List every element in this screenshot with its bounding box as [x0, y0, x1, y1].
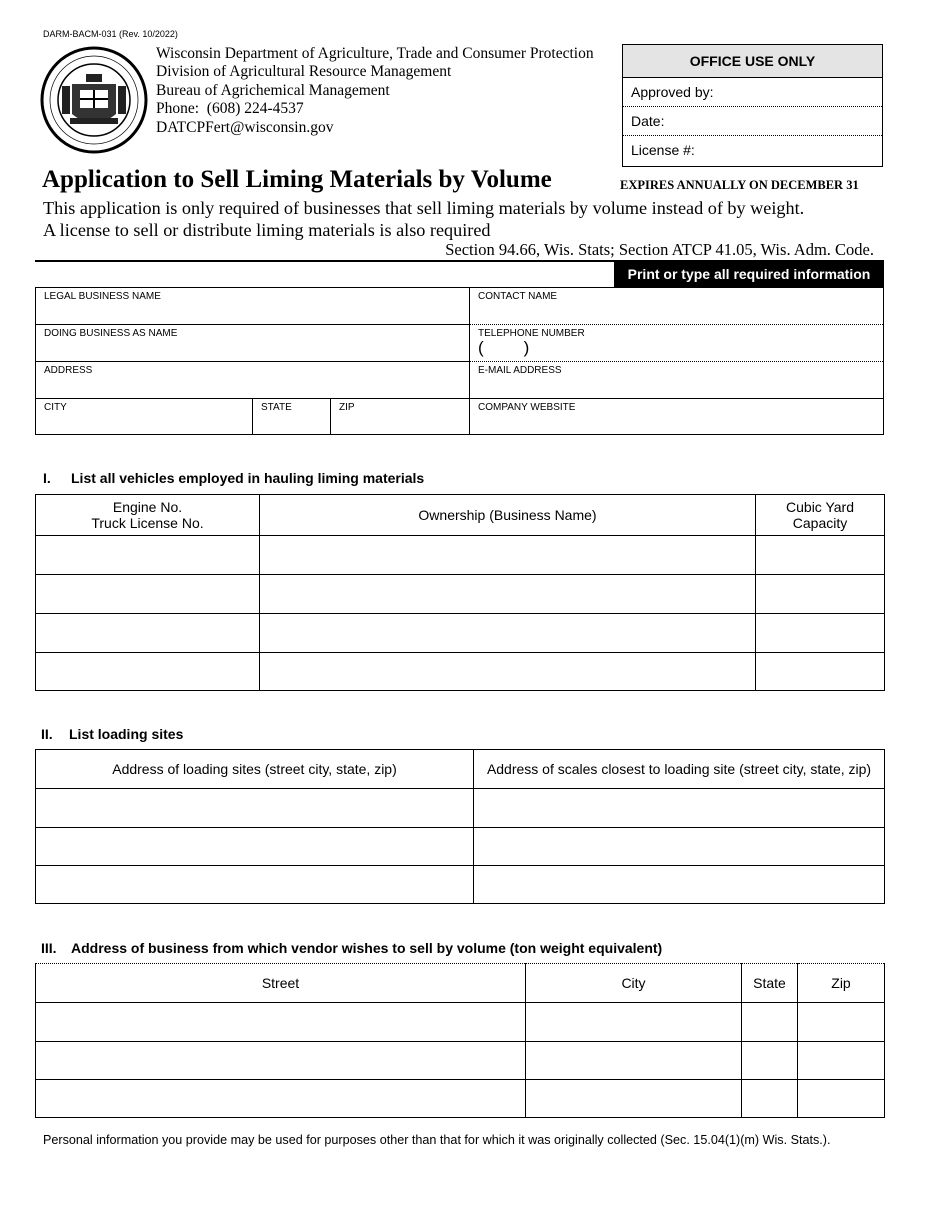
city-field[interactable]	[36, 399, 252, 434]
description	[43, 197, 804, 241]
section-number: I.	[43, 470, 51, 486]
field-label: CONTACT NAME	[478, 291, 558, 302]
agency-phone: Phone: (608) 224-4537	[156, 100, 304, 118]
vehicles-table	[35, 494, 885, 691]
zip-field[interactable]	[331, 399, 469, 434]
table-cell[interactable]	[756, 653, 885, 691]
table-cell[interactable]	[36, 789, 474, 828]
table-cell[interactable]	[798, 1080, 885, 1118]
table-cell[interactable]	[260, 653, 756, 691]
table-cell[interactable]	[36, 1003, 526, 1042]
table-row	[36, 866, 885, 904]
field-label: DOING BUSINESS AS NAME	[44, 328, 178, 339]
form-id: DARM-BACM-031 (Rev. 10/2022)	[43, 29, 178, 39]
table-cell[interactable]	[526, 1080, 742, 1118]
table-cell[interactable]	[742, 1080, 798, 1118]
table-cell[interactable]	[474, 866, 885, 904]
description-line: A license to sell or distribute liming materials is also required	[43, 220, 491, 240]
vendor-address-table	[35, 963, 885, 1118]
privacy-notice: Personal information you provide may be used for purposes other than that for which it was originally collected (Sec. 15.04(1)(m) Wis. Stats.).	[43, 1133, 831, 1147]
table-cell[interactable]	[742, 1042, 798, 1080]
field-label: CITY	[44, 402, 67, 413]
table-row	[36, 575, 885, 614]
area-code-open: (	[478, 338, 484, 357]
table-cell[interactable]	[526, 1042, 742, 1080]
table-row	[36, 789, 885, 828]
agency-name: Wisconsin Department of Agriculture, Trade and Consumer Protection	[156, 45, 594, 62]
field-label: ADDRESS	[44, 365, 93, 376]
section-2-heading	[41, 726, 183, 742]
approved-by-field: Approved by:	[623, 78, 882, 107]
telephone-field[interactable]	[470, 325, 883, 361]
state-field[interactable]	[253, 399, 330, 434]
date-field: Date:	[623, 107, 882, 136]
column-header: Zip	[798, 964, 885, 1003]
business-info-box	[35, 287, 884, 435]
table-cell[interactable]	[36, 536, 260, 575]
table-cell[interactable]	[36, 614, 260, 653]
field-label: ZIP	[339, 402, 355, 413]
company-website-field[interactable]	[470, 399, 883, 434]
table-cell[interactable]	[260, 536, 756, 575]
field-label: TELEPHONE NUMBER	[478, 328, 585, 339]
area-code-close: )	[523, 338, 530, 357]
table-row	[36, 1080, 885, 1118]
license-number-field: License #:	[631, 142, 695, 158]
email-field[interactable]	[470, 362, 883, 398]
table-cell[interactable]	[260, 575, 756, 614]
section-title: List all vehicles employed in hauling liming materials	[71, 470, 425, 486]
table-cell[interactable]	[36, 575, 260, 614]
table-cell[interactable]	[36, 828, 474, 866]
table-cell[interactable]	[756, 575, 885, 614]
table-row	[36, 653, 885, 691]
expiration-notice: EXPIRES ANNUALLY ON DECEMBER 31	[620, 178, 859, 192]
print-notice-banner: Print or type all required information	[614, 262, 884, 287]
section-title: Address of business from which vendor wishes to sell by volume (ton weight equivalent)	[71, 940, 663, 956]
table-cell[interactable]	[36, 1080, 526, 1118]
section-3-heading	[41, 940, 662, 956]
column-header: Address of scales closest to loading site (street city, state, zip)	[474, 750, 885, 789]
section-title: List loading sites	[69, 726, 184, 742]
column-header: Ownership (Business Name)	[260, 495, 756, 536]
table-cell[interactable]	[798, 1042, 885, 1080]
description-line: This application is only required of businesses that sell liming materials by volume instead of by weight.	[43, 198, 805, 218]
table-cell[interactable]	[756, 614, 885, 653]
section-number: II.	[41, 726, 53, 742]
section-1-heading	[43, 470, 424, 486]
statute-reference: Section 94.66, Wis. Stats; Section ATCP 41.05, Wis. Adm. Code.	[445, 240, 874, 259]
dba-name-field[interactable]	[36, 325, 469, 361]
table-cell[interactable]	[260, 614, 756, 653]
address-field[interactable]	[36, 362, 469, 398]
table-cell[interactable]	[474, 828, 885, 866]
state-seal-logo	[40, 44, 148, 156]
column-header: State	[742, 964, 798, 1003]
table-row	[36, 614, 885, 653]
page-title: Application to Sell Liming Materials by Volume	[42, 166, 552, 193]
field-label: E-MAIL ADDRESS	[478, 365, 562, 376]
table-row	[36, 536, 885, 575]
column-header: City	[526, 964, 742, 1003]
table-cell[interactable]	[36, 866, 474, 904]
table-cell[interactable]	[798, 1003, 885, 1042]
loading-sites-table	[35, 749, 885, 904]
table-cell[interactable]	[742, 1003, 798, 1042]
bureau-name: Bureau of Agrichemical Management	[156, 81, 390, 99]
column-header: Address of loading sites (street city, state, zip)	[36, 750, 474, 789]
table-row	[36, 828, 885, 866]
field-label: STATE	[261, 402, 292, 413]
table-row	[36, 1003, 885, 1042]
office-use-header: OFFICE USE ONLY	[623, 45, 882, 78]
agency-info	[156, 45, 594, 137]
legal-business-name-field[interactable]	[36, 288, 469, 324]
column-header: Cubic Yard Capacity	[756, 495, 885, 536]
contact-name-field[interactable]	[470, 288, 883, 324]
table-row	[36, 1042, 885, 1080]
table-cell[interactable]	[474, 789, 885, 828]
agency-email: DATCPFert@wisconsin.gov	[156, 118, 334, 136]
table-cell[interactable]	[526, 1003, 742, 1042]
table-cell[interactable]	[36, 653, 260, 691]
column-header: Street	[36, 964, 526, 1003]
table-cell[interactable]	[756, 536, 885, 575]
office-use-box	[622, 44, 883, 167]
column-header: Engine No. Truck License No.	[36, 495, 260, 536]
section-number: III.	[41, 940, 57, 956]
field-label: LEGAL BUSINESS NAME	[44, 291, 161, 302]
field-label: COMPANY WEBSITE	[478, 402, 576, 413]
table-cell[interactable]	[36, 1042, 526, 1080]
division-name: Division of Agricultural Resource Management	[156, 63, 452, 81]
